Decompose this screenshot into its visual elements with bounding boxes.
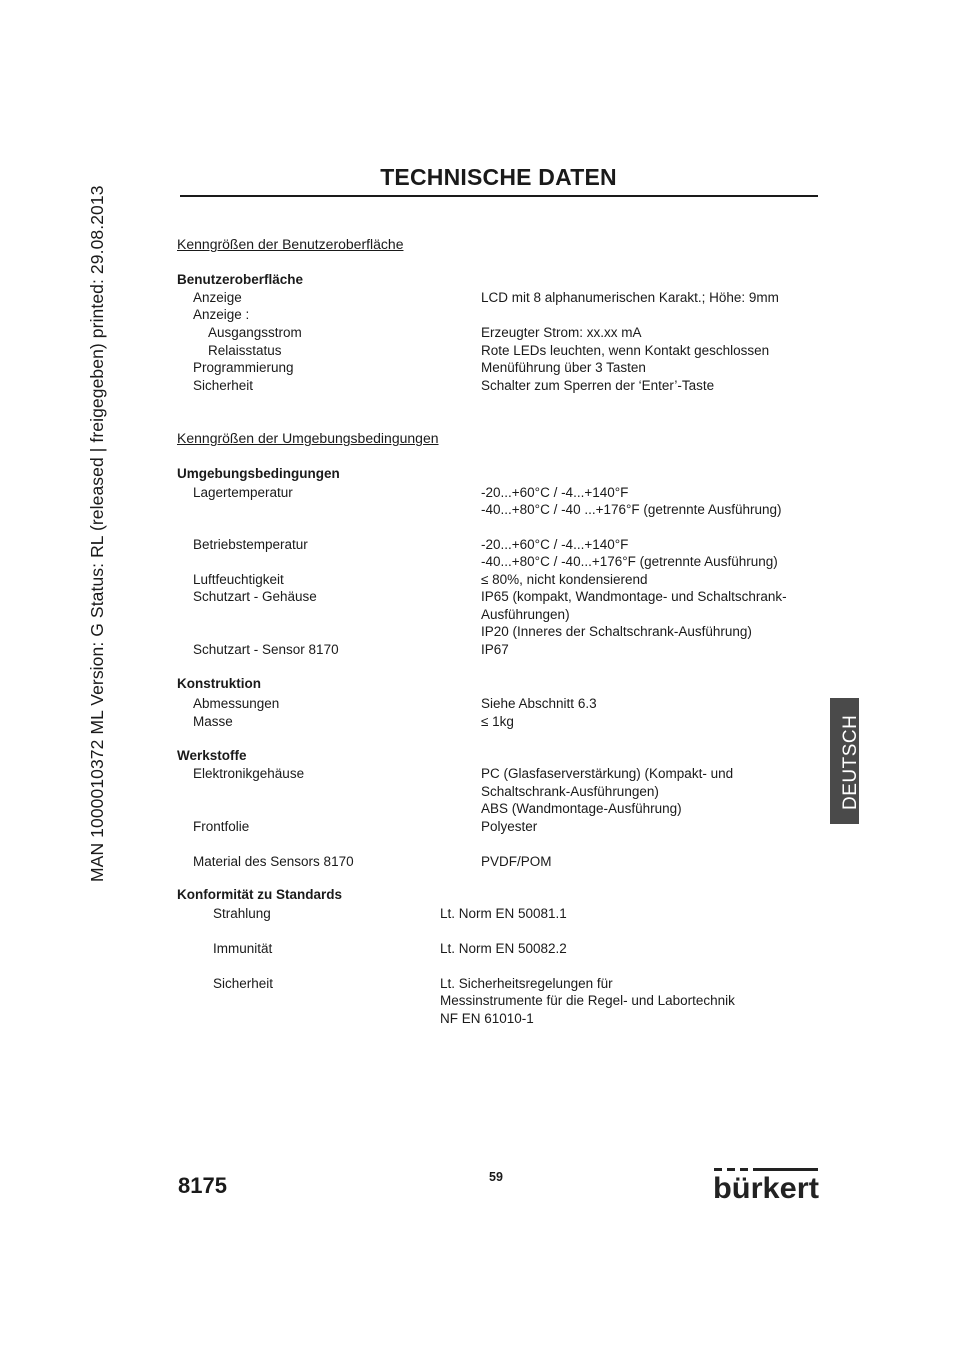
spec-label-humidity: Luftfeuchtigkeit bbox=[193, 572, 284, 587]
spec-value-front-foil: Polyester bbox=[481, 819, 538, 834]
group-label-materials: Werkstoffe bbox=[177, 748, 247, 763]
document-status-line: MAN 1000010372 ML Version: G Status: RL (released | freigegeben) printed: 29.08.2013 bbox=[87, 185, 107, 882]
spec-value-sensor-material: PVDF/POM bbox=[481, 854, 552, 869]
spec-label-electronics-housing: Elektronikgehäuse bbox=[193, 766, 305, 781]
spec-label-storage-temp: Lagertemperatur bbox=[193, 485, 293, 500]
spec-value-programming: Menüführung über 3 Tasten bbox=[481, 360, 646, 375]
spec-value-relay-status: Rote LEDs leuchten, wenn Kontakt geschlossen bbox=[481, 343, 770, 358]
spec-value-operating-temp-remote: -40...+80°C / -40...+176°F (getrennte Ausführung) bbox=[481, 554, 778, 569]
spec-value-dimensions: Siehe Abschnitt 6.3 bbox=[481, 696, 597, 711]
footer-model-number: 8175 bbox=[178, 1173, 227, 1198]
spec-value-safety: Schalter zum Sperren der ‘Enter’-Taste bbox=[481, 378, 715, 393]
group-label-ambient: Umgebungsbedingungen bbox=[177, 466, 340, 481]
spec-value-immunity: Lt. Norm EN 50082.2 bbox=[440, 941, 567, 956]
spec-value-emission: Lt. Norm EN 50081.1 bbox=[440, 906, 567, 921]
spec-value-electronics-housing-cont: Schaltschrank-Ausführungen) bbox=[481, 784, 659, 799]
spec-label-output-current: Ausgangsstrom bbox=[208, 325, 302, 340]
group-label-standards: Konformität zu Standards bbox=[177, 887, 343, 902]
spec-value-humidity: ≤ 80%, nicht kondensierend bbox=[481, 572, 648, 587]
logo-wordmark: bürkert bbox=[713, 1172, 819, 1200]
spec-value-standards-safety: Lt. Sicherheitsregelungen für bbox=[440, 976, 613, 991]
spec-value-electronics-housing: PC (Glasfaserverstärkung) (Kompakt- und bbox=[481, 766, 734, 781]
group-label-ui: Benutzeroberfläche bbox=[177, 272, 304, 287]
spec-label-immunity: Immunität bbox=[213, 941, 273, 956]
page-title: TECHNISCHE DATEN bbox=[380, 164, 617, 190]
spec-value-standards-norm: NF EN 61010-1 bbox=[440, 1011, 534, 1026]
spec-label-programming: Programmierung bbox=[193, 360, 294, 375]
spec-label-front-foil: Frontfolie bbox=[193, 819, 250, 834]
section-heading-env: Kenngrößen der Umgebungsbedingungen bbox=[177, 430, 439, 446]
spec-value-protection-housing: IP65 (kompakt, Wandmontage- und Schaltschrank- bbox=[481, 589, 787, 604]
page-number: 59 bbox=[489, 1170, 503, 1184]
spec-value-protection-cabinet: IP20 (Inneres der Schaltschrank-Ausführung) bbox=[481, 624, 752, 639]
spec-value-electronics-housing-abs: ABS (Wandmontage-Ausführung) bbox=[481, 801, 682, 816]
spec-label-sensor-material: Material des Sensors 8170 bbox=[193, 854, 354, 869]
spec-value-output-current: Erzeugter Strom: xx.xx mA bbox=[481, 325, 642, 340]
spec-label-protection-housing: Schutzart - Gehäuse bbox=[193, 589, 317, 604]
language-tab-label: DEUTSCH bbox=[840, 714, 861, 810]
buerkert-logo bbox=[713, 1166, 819, 1200]
spec-value-protection-sensor: IP67 bbox=[481, 642, 509, 657]
spec-label-protection-sensor: Schutzart - Sensor 8170 bbox=[193, 642, 339, 657]
spec-label-safety: Sicherheit bbox=[193, 378, 254, 393]
spec-label-relay-status: Relaisstatus bbox=[208, 343, 282, 358]
spec-value-protection-housing-cont: Ausführungen) bbox=[481, 607, 570, 622]
spec-label-display: Anzeige bbox=[193, 290, 242, 305]
spec-label-standards-safety: Sicherheit bbox=[213, 976, 274, 991]
spec-value-operating-temp: -20...+60°C / -4...+140°F bbox=[481, 537, 629, 552]
spec-value-display: LCD mit 8 alphanumerischen Karakt.; Höhe: 9mm bbox=[481, 290, 779, 305]
spec-value-storage-temp: -20...+60°C / -4...+140°F bbox=[481, 485, 629, 500]
spec-label-operating-temp: Betriebstemperatur bbox=[193, 537, 308, 552]
spec-label-dimensions: Abmessungen bbox=[193, 696, 280, 711]
spec-value-weight: ≤ 1kg bbox=[481, 714, 514, 729]
group-label-construction: Konstruktion bbox=[177, 676, 261, 691]
spec-value-storage-temp-remote: -40...+80°C / -40 ...+176°F (getrennte Ausführung) bbox=[481, 502, 782, 517]
section-heading-ui: Kenngrößen der Benutzeroberfläche bbox=[177, 236, 404, 252]
title-underline bbox=[180, 195, 818, 197]
spec-label-display-sub: Anzeige : bbox=[193, 307, 250, 322]
spec-label-emission: Strahlung bbox=[213, 906, 271, 921]
spec-label-weight: Masse bbox=[193, 714, 233, 729]
spec-value-standards-safety-cont: Messinstrumente für die Regel- und Labortechnik bbox=[440, 993, 735, 1008]
